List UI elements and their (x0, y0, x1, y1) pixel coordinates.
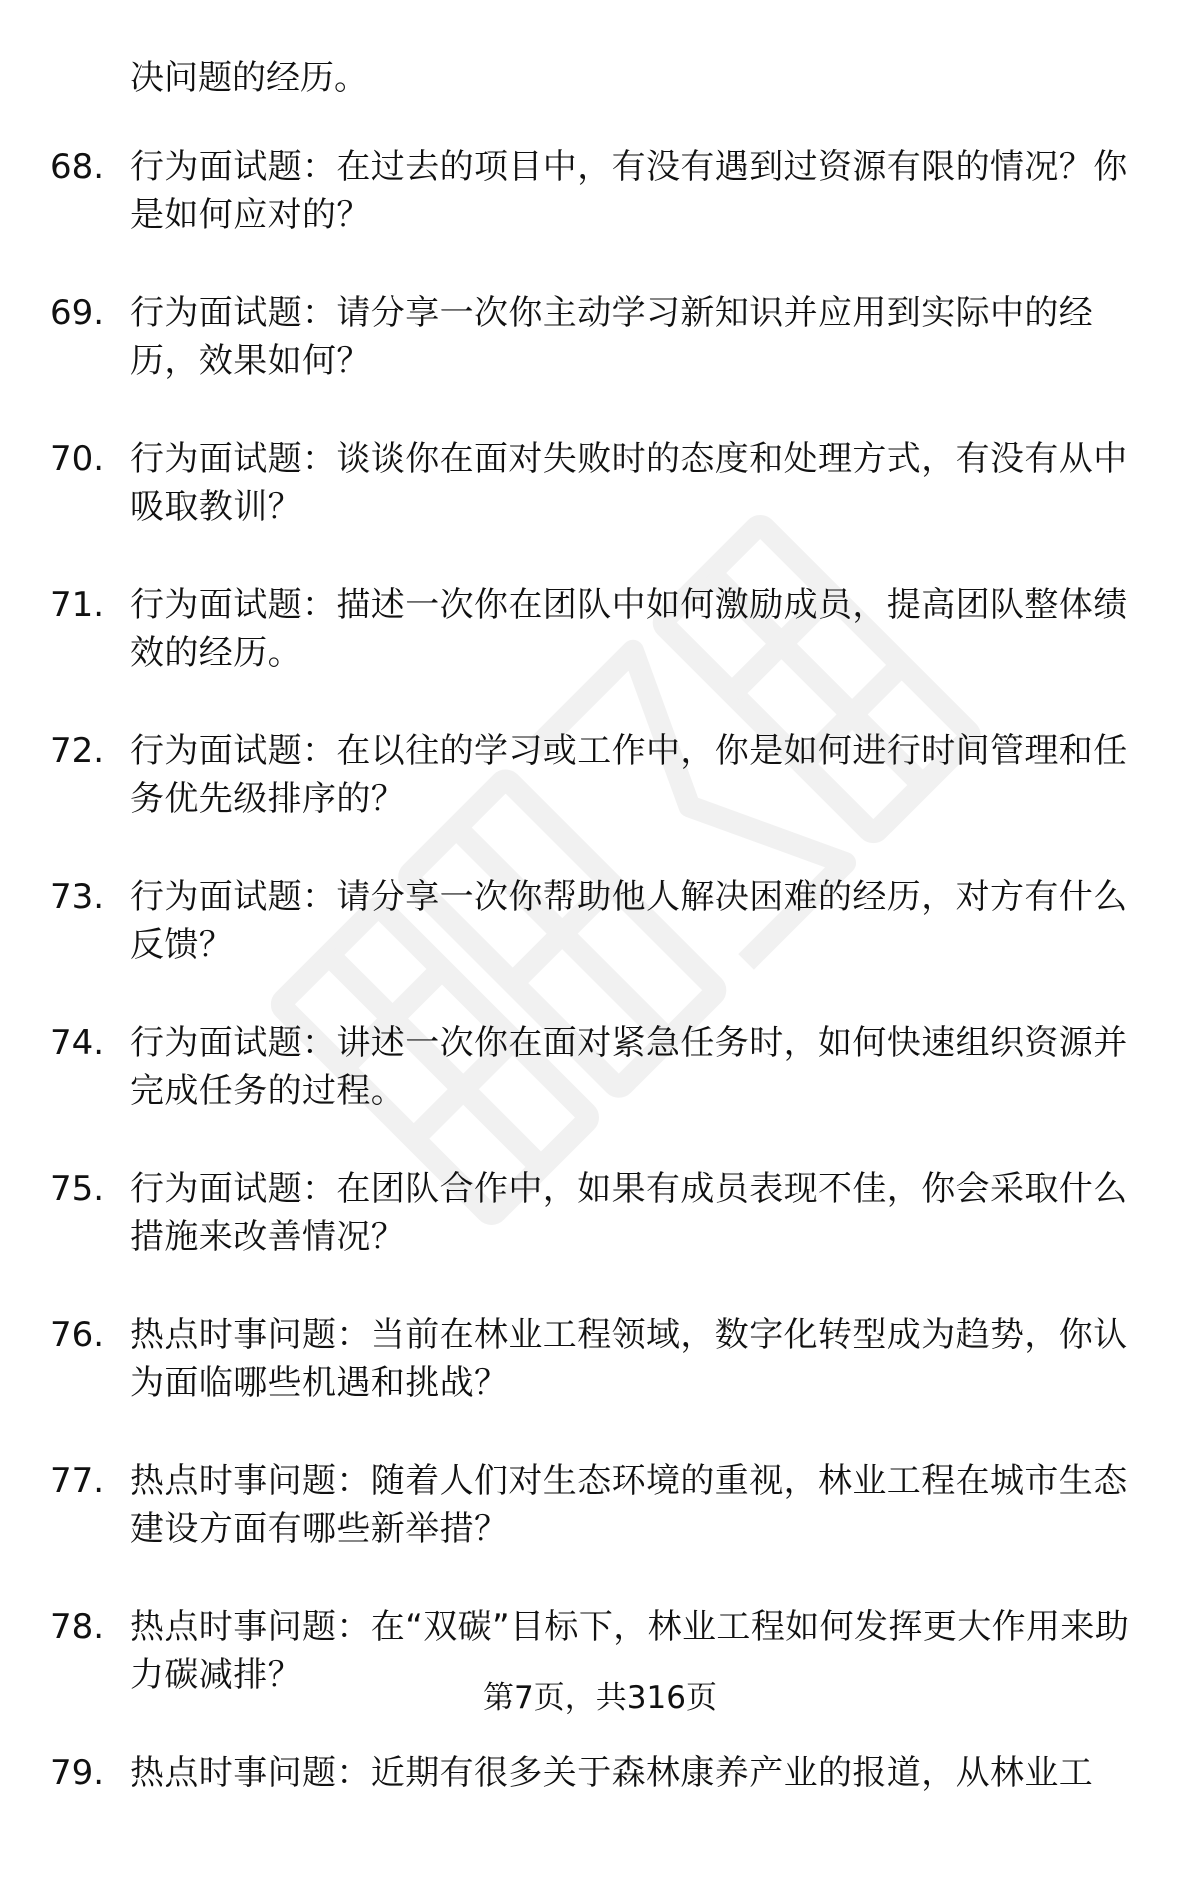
list-item (0, 1019, 1200, 1165)
item-number: 78. (50, 1607, 105, 1647)
item-text: 行为面试题：请分享一次你帮助他人解决困难的经历，对方有什么反馈？ (130, 877, 1128, 965)
list-item (0, 1749, 1200, 1895)
item-text: 行为面试题：讲述一次你在面对紧急任务时，如何快速组织资源并完成任务的过程。 (130, 1023, 1128, 1111)
item-number: 69. (50, 293, 105, 333)
item-number: 68. (50, 147, 105, 187)
item-text: 行为面试题：在过去的项目中，有没有遇到过资源有限的情况？你是如何应对的？ (130, 147, 1128, 235)
page-footer: 第7页，共316页 (483, 1680, 717, 1716)
item-text: 行为面试题：在团队合作中，如果有成员表现不佳，你会采取什么措施来改善情况？ (130, 1169, 1128, 1257)
item-number: 73. (50, 877, 105, 917)
list-item (0, 1311, 1200, 1457)
item-text: 行为面试题：谈谈你在面对失败时的态度和处理方式，有没有从中吸取教训？ (130, 439, 1128, 527)
continued-text: 决问题的经历。 (130, 58, 368, 98)
item-text: 热点时事问题：当前在林业工程领域，数字化转型成为趋势，你认为面临哪些机遇和挑战？ (130, 1315, 1128, 1403)
item-number: 72. (50, 731, 105, 771)
question-list (0, 143, 1200, 1895)
item-text: 热点时事问题：近期有很多关于森林康养产业的报道，从林业工 (130, 1753, 1094, 1793)
item-number: 71. (50, 585, 105, 625)
item-text: 行为面试题：描述一次你在团队中如何激励成员，提高团队整体绩效的经历。 (130, 585, 1128, 673)
list-item (0, 1457, 1200, 1603)
list-item (0, 289, 1200, 435)
list-item (0, 873, 1200, 1019)
item-text: 行为面试题：在以往的学习或工作中，你是如何进行时间管理和任务优先级排序的？ (130, 731, 1128, 819)
list-item (0, 727, 1200, 873)
item-number: 75. (50, 1169, 105, 1209)
item-number: 77. (50, 1461, 105, 1501)
item-text: 热点时事问题：在“双碳”目标下，林业工程如何发挥更大作用来助力碳减排？ (130, 1607, 1130, 1695)
item-text: 行为面试题：请分享一次你主动学习新知识并应用到实际中的经历，效果如何？ (130, 293, 1094, 381)
item-number: 76. (50, 1315, 105, 1355)
item-number: 79. (50, 1753, 105, 1793)
item-text: 热点时事问题：随着人们对生态环境的重视，林业工程在城市生态建设方面有哪些新举措？ (130, 1461, 1128, 1549)
item-number: 74. (50, 1023, 105, 1063)
list-item (0, 143, 1200, 289)
list-item (0, 435, 1200, 581)
list-item (0, 1603, 1200, 1749)
list-item (0, 581, 1200, 727)
item-number: 70. (50, 439, 105, 479)
list-item (0, 1165, 1200, 1311)
